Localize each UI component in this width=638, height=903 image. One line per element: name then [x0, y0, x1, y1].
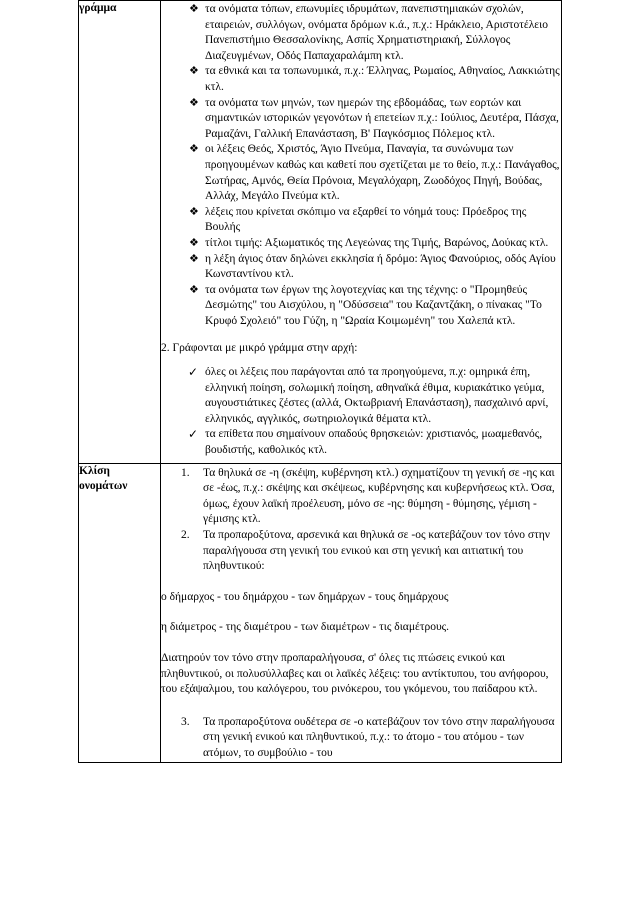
list-item: ❖ τα ονόματα των έργων της λογοτεχνίας και της τέχνης: ο "Προμηθεύς Δεσμώτης" του Αισχύλου, η "Οδύσσεια" του Καζαντζάκη, ο πίνακας "Το Κρυφό Σχολειό" του Γύζη, η "Ωραία Κοιμωμένη" του Χαλεπά κτλ. [189, 283, 542, 327]
example-line: η διάμετρος - της διαμέτρου - των διαμέτρων - τις διαμέτρους. [161, 621, 450, 634]
table-row [79, 463, 562, 762]
inflection-rules-list [161, 715, 561, 762]
term-cell [79, 463, 161, 762]
example-line: ο δήμαρχος - του δημάρχου - των δημάρχων - τους δημάρχους [161, 590, 449, 603]
diamond-bullet-icon: ❖ [189, 96, 199, 109]
diamond-bullet-icon: ❖ [189, 3, 199, 15]
list-item: ❖ τα ονόματα των μηνών, των ημερών της εβδομάδας, των εορτών και σημαντικών ιστορικών γεγονότων ή επετείων π.χ.: Ιούλιος, Δευτέρα, Πάσχα, Ραμαζάνι, Γαλλική Επανάσταση, Β' Παγκόσμιος Πόλεμος κτλ. [189, 96, 559, 140]
list-item: ❖ τίτλοι τιμής: Αξιωματικός της Λεγεώνας της Τιμής, Βαρώνος, Δούκας κτλ. [205, 236, 561, 252]
list-item: 3. Τα προπαροξύτονα ουδέτερα σε -ο κατεβάζουν τον τόνο στην παραλήγουσα στη γενική ενικού και πληθυντικού, π.χ.: το άτομο - του ατόμου - των ατόμων, το συμβούλιο - του [181, 715, 555, 759]
list-item: ❖ οι λέξεις Θεός, Χριστός, Άγιο Πνεύμα, Παναγία, τα συνώνυμα των προηγουμένων καθώς και καθετί που σχετίζεται με το θείο, π.χ.: Πανάγαθος, Σωτήρας, Αμνός, Θεία Πρόνοια, Μεγαλόχαρη, Ζωοδόχος Πηγή, Βούδας, Αλλάχ, Μεγάλο Πνεύμα κτλ. [189, 143, 560, 203]
diamond-bullet-icon: ❖ [189, 236, 199, 249]
list-item: 2. Τα προπαροξύτονα, αρσενικά και θηλυκά σε -ος κατεβάζουν τον τόνο στην παραλήγουσα στη γενική του ενικού και στη γενική και αιτιατική του πληθυντικού: [181, 529, 550, 573]
list-item: ❖ τα εθνικά και τα τοπωνυμικά, π.χ.: Έλληνας, Ρωμαίος, Αθηναίος, Λακκιώτης κτλ. [189, 65, 560, 93]
list-item: ✓ όλες οι λέξεις που παράγονται από τα προηγούμενα, π.χ: ομηρικά έπη, ελληνική ποίηση, σολωμική ποίηση, αθηναϊκά έθιμα, κυριακάτικο γεύμα, αυγουστιάτικες ζέστες (αλλά, Οκτωβριανή Επανάσταση), πασχαλινό αρνί, ελληνικός, αγγλικός, σωτηριολογικά θέματα κτλ. [188, 365, 549, 425]
note-paragraph: Διατηρούν τον τόνο στην προπαραλήγουσα, σ' όλες τις πτώσεις ενικού και πληθυντικού, οι πολυσύλλαβες και οι λαϊκές λέξεις: του αντίκτυπου, του ανήφορου, του εξάψαλμου, του καλόγερου, του ρινόκερου, του γκόμενου, του παίδαρου κτλ. [161, 651, 549, 696]
content-cell [161, 1, 562, 464]
list-item: ❖ λέξεις που κρίνεται σκόπιμο να εξαρθεί το νόημά τους: Πρόεδρος της Βουλής [189, 205, 527, 234]
section-heading: 2. Γράφονται με μικρό γράμμα στην αρχή: [161, 342, 358, 355]
term-label: γράμμα [79, 2, 117, 14]
list-item: ✓ τα επίθετα που σημαίνουν οπαδούς θρησκειών: χριστιανός, μωαμεθανός, βουδιστής, καθολικός κτλ. [188, 427, 543, 457]
diamond-bullet-icon: ❖ [189, 143, 199, 156]
check-bullet-icon: ✓ [188, 427, 199, 442]
lowercase-rules-list [161, 365, 561, 459]
check-bullet-icon: ✓ [188, 365, 199, 380]
diamond-bullet-icon: ❖ [189, 252, 199, 265]
term-label: Κλίση [79, 464, 110, 477]
list-item: 1. Τα θηλυκά σε -η (σκέψη, κυβέρνηση κτλ.) σχηματίζουν τη γενική σε -ης και σε -έως, π.χ.: σκέψης και σκέψεως, κυβέρνησης και κυβερνήσεως κτλ. Όσα, όμως, έχουν λαϊκή προέλευση, μόνο σε -ης: θύμηση - θύμησης, γέμιση - γέμισης κτλ. [181, 466, 555, 526]
inflection-rules-list [161, 466, 561, 575]
diamond-bullet-icon: ❖ [189, 205, 199, 218]
term-cell [79, 1, 161, 464]
list-item: ❖ τα ονόματα τόπων, επωνυμίες ιδρυμάτων, πανεπιστημιακών σχολών, εταιρειών, συλλόγων, ονόματα δρόμων κ.ά., π.χ.: Ηράκλειο, Αριστοτέλειο Πανεπιστήμιο Θεσσαλονίκης, Ασπίς Χρηματιστηριακή, Σύλλογος Διαζευγμένων, Οδός Παπαχαραλάμπη κτλ. [189, 3, 548, 62]
term-label: ονομάτων [79, 479, 128, 492]
diamond-bullet-icon: ❖ [189, 65, 199, 78]
document-page [78, 0, 562, 763]
uppercase-rules-list [161, 2, 561, 329]
diamond-bullet-icon: ❖ [189, 283, 199, 296]
table-row [79, 1, 562, 464]
list-item: ❖ η λέξη άγιος όταν δηλώνει εκκλησία ή δρόμο: Άγιος Φανούριος, οδός Αγίου Κωνσταντίνου κτλ. [189, 252, 556, 281]
content-cell [161, 463, 562, 762]
rules-table [78, 0, 562, 763]
